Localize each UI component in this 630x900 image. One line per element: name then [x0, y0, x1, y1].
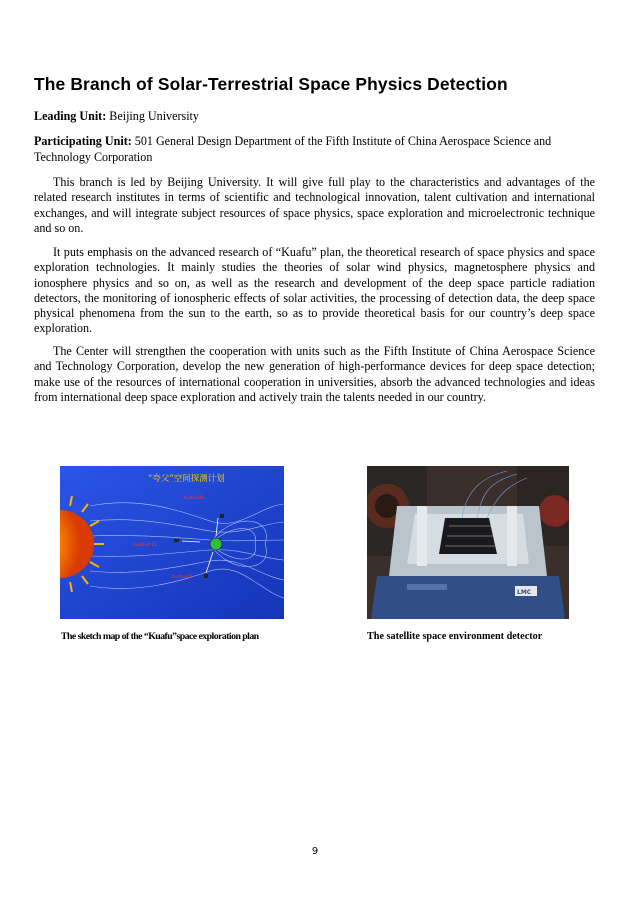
page-number: 9 [311, 846, 319, 857]
kuafu-sketch-svg [60, 466, 284, 619]
participating-unit [34, 134, 596, 165]
earth-shape [210, 538, 222, 550]
participating-unit-value: 501 General Design Department of the Fifth Institute of China Aerospace Science and Technology Corporation [34, 134, 552, 164]
blue-cabinet-shape [371, 576, 565, 619]
participating-unit-label: Participating Unit: [34, 134, 132, 148]
detector-photo-svg [367, 466, 569, 619]
svg-text:LMC: LMC [517, 589, 532, 596]
leading-unit [34, 109, 596, 125]
figure-2-caption: The satellite space environment detector [367, 631, 543, 642]
paragraph-2: It puts emphasis on the advanced research of “Kuafu” plan, the theoretical research of space physics and space exploration technologies. It mainly studies the theories of solar wind physics, magnetosphere physics and ionosphere physics and so on, as well as the research and development of the deep space particle radiation detectors, the monitoring of ionospheric effects of solar activities, the processing of detection data, the deep space physical phenomena from the sun to the earth, so as to provide theoretical basis for our country’s deep space exploration. [34, 245, 595, 336]
figure-1-caption: The sketch map of the “Kuafu”space exploration plan [61, 631, 259, 642]
paragraph-3: The Center will strengthen the cooperation with units such as the Fifth Institute of China Aerospace Science and Technology Corporation, develop the new generation of high-performance devices for deep space detection; make use of the resources of international cooperation in universities, absorb the advanced technologies and ideas from international deep space exploration and actively train the talents needed in our country. [34, 344, 595, 404]
detector-photo-image [367, 466, 569, 619]
leading-unit-label: Leading Unit: [34, 109, 107, 123]
paragraph-1: This branch is led by Beijing University. It will give full play to the characteristics and advantages of the related research institutes in terms of scientific and technological innovation, talent cultivation and international exchanges, and will integrate subject resources of space physics, space exploration and microelectronic technique and so on. [34, 175, 595, 235]
kuafu-sketch-map-image [60, 466, 284, 619]
page-title: The Branch of Solar-Terrestrial Space Physics Detection [34, 74, 508, 94]
svg-text:Kuafu-A L1: Kuafu-A L1 [133, 543, 158, 548]
svg-text:Kuafu-B2: Kuafu-B2 [172, 575, 193, 580]
kuafu-inner-title: “夸父”空间探测计划 [148, 474, 225, 484]
svg-text:Kuafu-B1: Kuafu-B1 [184, 496, 205, 501]
leading-unit-value: Beijing University [109, 109, 199, 123]
